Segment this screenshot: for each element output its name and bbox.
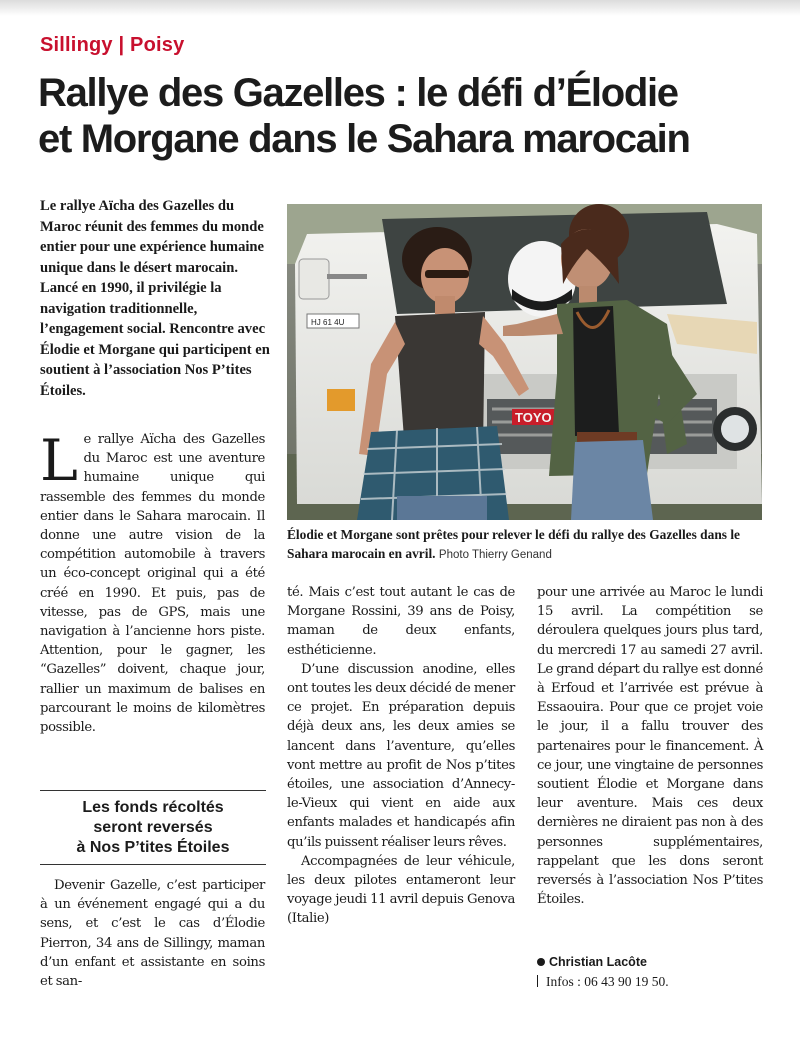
col1-paragraph — [40, 430, 265, 737]
subhead-line-3: à Nos P’tites Étoiles — [76, 839, 230, 856]
col1-text: e rallye Aïcha des Gazelles du Maroc est une aventure humaine unique qui rassemble des femmes du monde entier dans le Sahara marocain. Il donne une autre vision de la compétition automobile à travers un éco-concept original qui a été créé en 1990. Et puis, pas de vitesse, pas de GPS, mais une navigation à l’ancienne hors piste. Attention, pour le gagner, les “Gazelles” doivent, chaque jour, rallier un maximum de balises en parcourant le moins de kilomètres possible. — [40, 432, 265, 736]
photo-illustration — [287, 204, 762, 520]
col1b-paragraph: Devenir Gazelle, c’est participer à un événement engagé qui a du sens, et c’est le cas d’Élodie Pierron, 34 ans de Sillingy, maman d’un enfant et assistante en soins et san- — [40, 878, 265, 990]
col3-paragraph-1: pour une arrivée au Maroc le lundi 15 avril. La compétition se déroulera quelques jours plus tard, du mercredi 17 au samedi 27 avril. Le grand départ du rallye est donné à Erfoud et l’arrivée est prévue à Essaouira. Pour que ce projet voie le jour, il a fallu trouver des partenaires pour le financement. À ce jour, une vingtaine de personnes soutient Élodie et Morgane dans leur aventure. Mais ces deux dernières ne diraient pas non à des personnes supplémentaires, rappelant que les dons seront reversés à l’association Nos P’tites Étoiles. — [537, 585, 763, 908]
author-signature — [537, 955, 647, 969]
photo-credit: Photo Thierry Genand — [438, 549, 552, 561]
info-line — [537, 974, 669, 990]
info-bar-icon — [537, 975, 538, 987]
subhead-bottom-rule — [40, 864, 266, 865]
subhead-top-rule — [40, 790, 266, 791]
col2-paragraph-2: D’une discussion anodine, elles ont toutes les deux décidé de mener ce projet. En préparation depuis déjà deux ans, les deux amies se lancent dans l’aventure, qu’elles vont mettre au profit de Nos p’tites étoiles, une association d’Annecy-le-Vieux qui vient en aide aux enfants malades et handicapés afin qu’ils puissent réaliser leurs rêves. — [287, 661, 515, 850]
section-kicker: Sillingy | Poisy — [40, 34, 185, 56]
info-phone: Infos : 06 43 90 19 50. — [546, 974, 669, 989]
column-2 — [287, 583, 515, 929]
svg-text:TOYO: TOYO — [515, 410, 552, 425]
column-1-continued — [40, 876, 265, 991]
col2-paragraph-3: Accompagnées de leur véhicule, les deux pilotes entameront leur voyage jeudi 11 avril depuis Genova (Italie) — [287, 853, 515, 927]
column-3 — [537, 583, 763, 909]
col2-paragraph-1: té. Mais c’est tout autant le cas de Morgane Rossini, 39 ans de Poisy, maman de deux enfants, esthéticienne. — [287, 585, 515, 658]
subheading — [40, 798, 266, 858]
subhead-line-2: seront reversés — [93, 819, 213, 836]
lead-paragraph: Le rallye Aïcha des Gazelles du Maroc réunit des femmes du monde entier pour une expérience humaine unique dans le désert marocain. Lancé en 1990, il privilégie la navigation traditionnelle, l’engagement social. Rencontre avec Élodie et Morgane qui participent en soutient à l’association Nos P’tites Étoiles. — [40, 198, 270, 399]
subhead-line-1: Les fonds récoltés — [82, 799, 224, 816]
headline-line-2: et Morgane dans le Sahara marocain — [38, 117, 690, 161]
headline-line-1: Rallye des Gazelles : le défi d’Élodie — [38, 71, 678, 115]
column-1 — [40, 430, 265, 737]
drop-cap: L — [40, 428, 78, 494]
author-name: Christian Lacôte — [549, 955, 647, 969]
photo-caption — [287, 525, 763, 565]
license-plate: HJ 61 4U — [311, 318, 345, 327]
bullet-dot-icon — [537, 958, 545, 966]
caption-text: Élodie et Morgane sont prêtes pour relever le défi du rallye des Gazelles dans le Sahara marocain en avril. — [287, 527, 740, 561]
article-photo — [287, 204, 762, 520]
headline — [38, 70, 778, 162]
